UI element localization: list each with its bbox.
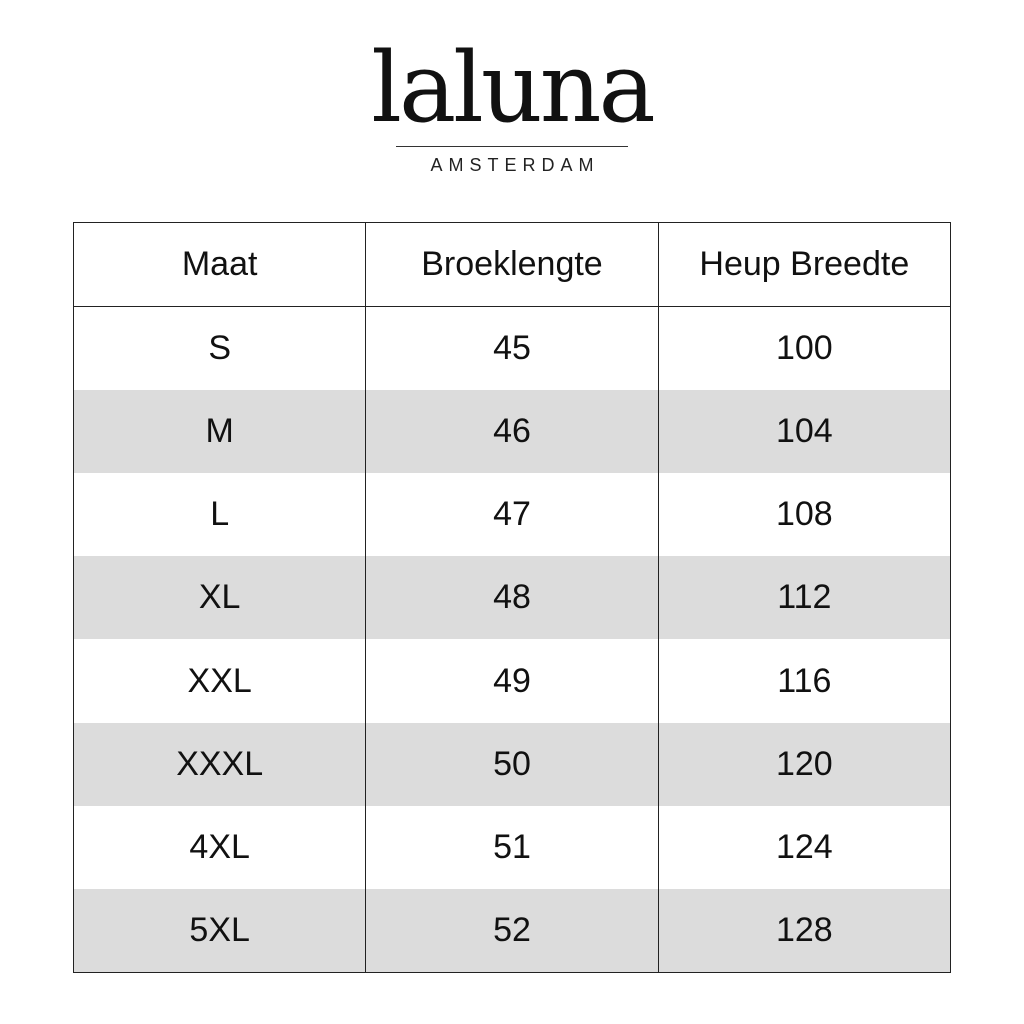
cell-size: M: [74, 390, 366, 473]
cell-trouser-length: 49: [366, 639, 658, 722]
cell-hip-width: 104: [658, 390, 950, 473]
cell-size: 4XL: [74, 806, 366, 889]
table-row: [74, 390, 951, 473]
header-trouser-length: Broeklengte: [366, 223, 658, 307]
cell-size: S: [74, 307, 366, 391]
cell-hip-width: 108: [658, 473, 950, 556]
table-row: [74, 639, 951, 722]
cell-trouser-length: 46: [366, 390, 658, 473]
cell-hip-width: 120: [658, 723, 950, 806]
logo-divider: [396, 146, 628, 147]
cell-size: XXXL: [74, 723, 366, 806]
table-row: [74, 723, 951, 806]
brand-name: laluna: [371, 32, 653, 144]
cell-trouser-length: 48: [366, 556, 658, 639]
table-row: [74, 307, 951, 391]
cell-trouser-length: 52: [366, 889, 658, 973]
cell-trouser-length: 51: [366, 806, 658, 889]
table-row: [74, 889, 951, 973]
cell-hip-width: 116: [658, 639, 950, 722]
table-row: [74, 473, 951, 556]
table-header-row: [74, 223, 951, 307]
cell-hip-width: 124: [658, 806, 950, 889]
cell-size: L: [74, 473, 366, 556]
cell-hip-width: 100: [658, 307, 950, 391]
cell-trouser-length: 50: [366, 723, 658, 806]
brand-subtitle: AMSTERDAM: [430, 155, 600, 175]
brand-logo: [0, 32, 1024, 176]
cell-size: XL: [74, 556, 366, 639]
header-size: Maat: [74, 223, 366, 307]
table-row: [74, 556, 951, 639]
cell-trouser-length: 45: [366, 307, 658, 391]
size-table: [73, 222, 951, 973]
cell-trouser-length: 47: [366, 473, 658, 556]
cell-size: 5XL: [74, 889, 366, 973]
cell-hip-width: 128: [658, 889, 950, 973]
header-hip-width: Heup Breedte: [658, 223, 950, 307]
table-row: [74, 806, 951, 889]
cell-hip-width: 112: [658, 556, 950, 639]
cell-size: XXL: [74, 639, 366, 722]
